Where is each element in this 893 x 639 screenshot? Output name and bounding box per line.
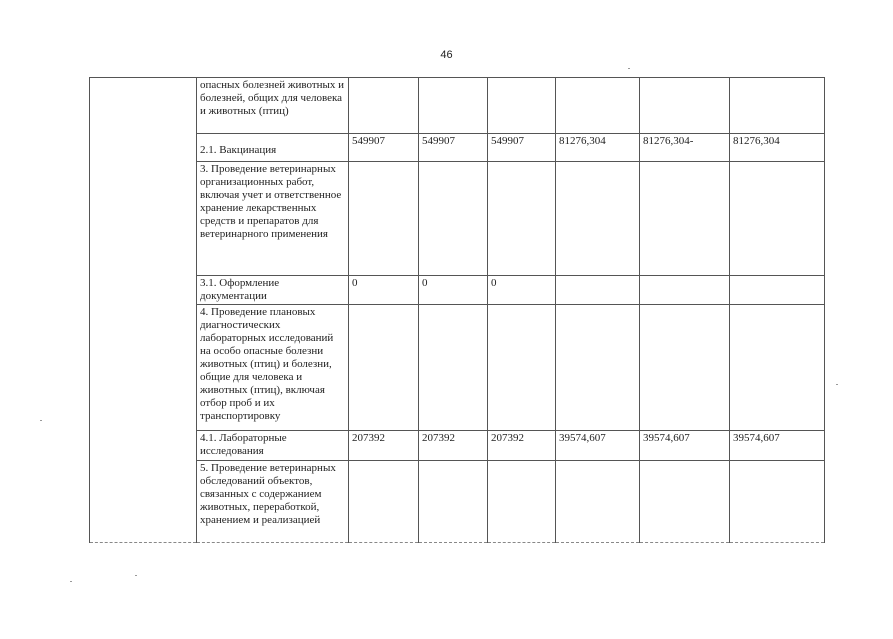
value-cell: 0 (419, 276, 488, 305)
value-cell: 39574,607 (730, 431, 825, 461)
value-cell: 0 (349, 276, 419, 305)
value-cell (488, 78, 556, 134)
blank-cell (90, 305, 197, 431)
value-cell (730, 276, 825, 305)
table-row (90, 305, 825, 431)
value-cell (730, 78, 825, 134)
row-label: 3.1. Оформление документации (197, 276, 349, 305)
table-row (90, 134, 825, 162)
blank-cell (90, 461, 197, 543)
value-cell (488, 461, 556, 543)
value-cell (419, 305, 488, 431)
value-cell (640, 461, 730, 543)
value-cell: 207392 (488, 431, 556, 461)
blank-cell (90, 78, 197, 134)
value-cell: 0 (488, 276, 556, 305)
value-cell (730, 461, 825, 543)
value-cell: 549907 (419, 134, 488, 162)
value-cell (349, 162, 419, 276)
value-cell (556, 162, 640, 276)
value-cell (488, 305, 556, 431)
page-number: 46 (440, 49, 453, 61)
value-cell: 549907 (349, 134, 419, 162)
value-cell (556, 461, 640, 543)
value-cell: 39574,607 (640, 431, 730, 461)
scan-speck (135, 575, 137, 576)
row-label: 3. Проведение ветеринарных организационных работ, включая учет и ответственное хранение лекарственных средств и препаратов для ветеринарного применения (197, 162, 349, 276)
value-cell (730, 305, 825, 431)
scan-speck (70, 581, 72, 582)
budget-table (89, 77, 825, 543)
value-cell (640, 276, 730, 305)
value-cell (556, 78, 640, 134)
value-cell (349, 78, 419, 134)
scan-speck (40, 420, 42, 421)
row-label: 5. Проведение ветеринарных обследований объектов, связанных с содержанием животных, переработкой, хранением и реализацией (197, 461, 349, 543)
blank-cell (90, 134, 197, 162)
value-cell (419, 78, 488, 134)
value-cell (419, 162, 488, 276)
value-cell: 207392 (419, 431, 488, 461)
value-cell (488, 162, 556, 276)
value-cell (349, 305, 419, 431)
table-row (90, 461, 825, 543)
value-cell (640, 305, 730, 431)
row-label: опасных болезней животных и болезней, общих для человека и животных (птиц) (197, 78, 349, 134)
blank-cell (90, 162, 197, 276)
row-label: 4.1. Лабораторные исследования (197, 431, 349, 461)
blank-cell (90, 431, 197, 461)
blank-cell (90, 276, 197, 305)
value-cell: 81276,304- (640, 134, 730, 162)
value-cell (730, 162, 825, 276)
value-cell (419, 461, 488, 543)
table-row (90, 276, 825, 305)
table-row (90, 431, 825, 461)
value-cell: 81276,304 (556, 134, 640, 162)
table-row (90, 78, 825, 134)
value-cell (556, 305, 640, 431)
value-cell (349, 461, 419, 543)
value-cell (640, 78, 730, 134)
value-cell: 81276,304 (730, 134, 825, 162)
scan-speck (628, 68, 630, 69)
table-row (90, 162, 825, 276)
value-cell: 549907 (488, 134, 556, 162)
value-cell (640, 162, 730, 276)
row-label: 4. Проведение плановых диагностических лабораторных исследований на особо опасные болезни животных (птиц) и болезни, общие для человека и животных (птиц), включая отбор проб и их транспортировку (197, 305, 349, 431)
value-cell (556, 276, 640, 305)
row-label: 2.1. Вакцинация (197, 134, 349, 162)
value-cell: 39574,607 (556, 431, 640, 461)
scan-speck (836, 384, 838, 385)
value-cell: 207392 (349, 431, 419, 461)
